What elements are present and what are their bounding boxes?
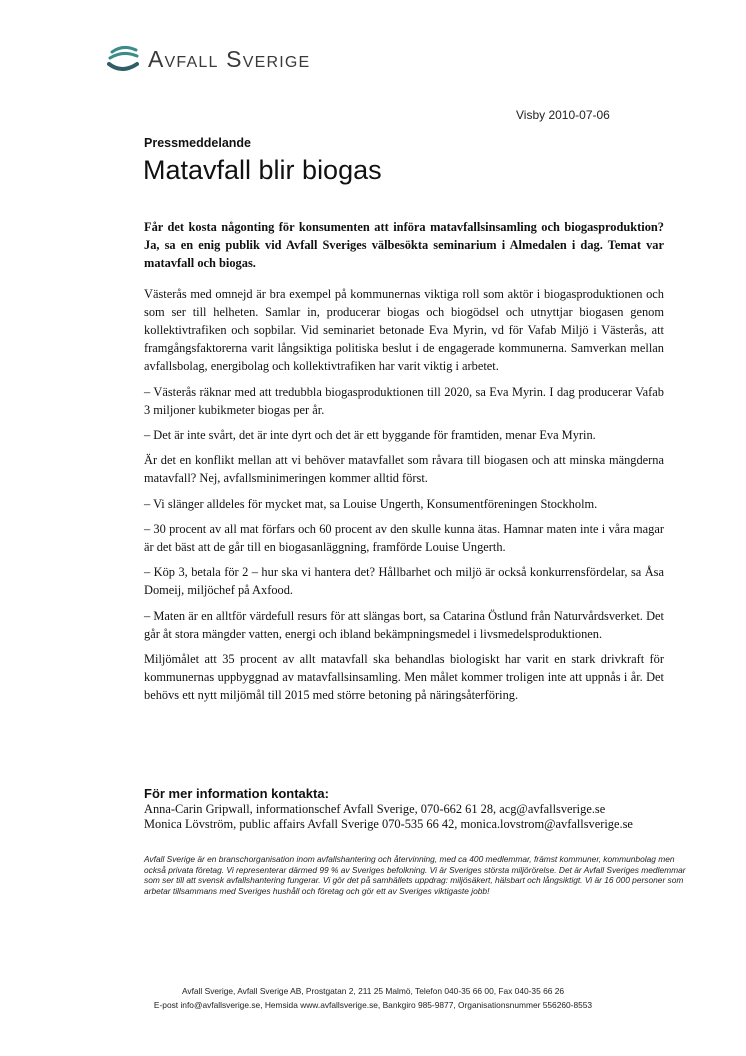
paragraph: Är det en konflikt mellan att vi behöver matavfallet som råvara till biogasen och att minska mängderna matavfall? Nej, avfallsminimeringen kommer alltid först. (144, 453, 664, 486)
page-footer (0, 985, 746, 1012)
lead-paragraph: Får det kosta någonting för konsumenten att införa matavfallsinsamling och biogasproduktion? Ja, sa en enig publik vid Avfall Sveriges välbesökta seminarium i Almedalen i dag. Temat var matavfall och biogas. (144, 220, 664, 271)
logo (106, 40, 310, 78)
article-body (144, 218, 664, 712)
document-type: Pressmeddelande (144, 136, 251, 150)
paragraph: – Det är inte svårt, det är inte dyrt och det är ett byggande för framtiden, menar Eva Myrin. (144, 428, 596, 443)
footer-address: Avfall Sverige, Avfall Sverige AB, Prostgatan 2, 211 25 Malmö, Telefon 040-35 66 00, Fax 040-35 66 26 (181, 986, 565, 996)
paragraph: – Vi slänger alldeles för mycket mat, sa Louise Ungerth, Konsumentföreningen Stockholm. (144, 496, 598, 511)
paragraph: – 30 procent av all mat förfars och 60 procent av den skulle kunna ätas. Hamnar maten inte i våra magar är det bäst att de går till en biogasanläggning, framförde Louise Ungerth. (144, 521, 664, 555)
about-organization: Avfall Sverige är en branschorganisation inom avfallshantering och återvinning, med ca 400 medlemmar, främst kommuner, kommunbolag men också privata företag. Vi representerar därmed 99 % av Sveriges befolkning. Vi är Sveriges största miljörörelse. Det är Avfall Sveriges medlemmar som ser till att svensk avfallshantering fungerar. Vi gör det på samhällets uppdrag: miljösäkert, hälsbart och långsiktigt. Vi är 16 000 personer som arbetar tillsammans med Sveriges hushåll och företag och gör ett av Sveriges viktigaste jobb! (144, 854, 686, 896)
logo-waves-icon (106, 42, 140, 76)
document-date: Visby 2010-07-06 (516, 108, 610, 122)
contact-section (144, 786, 704, 833)
paragraph: Västerås med omnejd är bra exempel på kommunernas viktiga roll som aktör i biogasproduktionen och som ser till helheten. Samlar in, producerar biogas och biogödsel och utnyttjar biogasen genom kollektivtrafiken och sopbilar. Vid seminariet betonade Eva Myrin, vd för Vafab Miljö i Västerås, att framgångsfaktorerna varit långsiktiga politiska beslut i de engagerade kommunerna. Samverkan mellan avfallsbolag, energibolag och kollektivtrafiken har varit viktig i arbetet. (144, 286, 664, 374)
paragraph: – Västerås räknar med att tredubbla biogasproduktionen till 2020, sa Eva Myrin. I dag producerar Vafab 3 miljoner kubikmeter biogas per år. (144, 384, 664, 417)
contact-line: Anna-Carin Gripwall, informationschef Avfall Sverige, 070-662 61 28, acg@avfallsverige.se (144, 801, 606, 816)
footer-contact: E-post info@avfallsverige.se, Hemsida www.avfallsverige.se, Bankgiro 985-9877, Organisationsnummer 556260-8553 (153, 999, 593, 1010)
paragraph: Miljömålet att 35 procent av allt matavfall ska behandlas biologiskt har varit en stark drivkraft för kommunernas uppbyggnad av matavfallsinsamling. Men målet kommer troligen inte att uppnås i år. Det behövs ett nytt miljömål till 2015 med större betoning på näringsåterföring. (144, 652, 664, 703)
paragraph: – Köp 3, betala för 2 – hur ska vi hantera det? Hållbarhet och miljö är också konkurrensfördelar, sa Åsa Domeij, miljöchef på Axfood. (144, 565, 664, 598)
contact-line: Monica Lövström, public affairs Avfall Sverige 070-535 66 42, monica.lovstrom@avfallsverige.se (144, 817, 633, 831)
logo-text: Avfall Sverige (148, 45, 311, 72)
page-title: Matavfall blir biogas (143, 155, 382, 185)
paragraph: – Maten är en alltför värdefull resurs för att slängas bort, sa Catarina Östlund från Naturvårdsverket. Det går åt stora mängder vatten, energi och ibland bekämpningsmedel i livsmedelsproduktionen. (144, 608, 664, 641)
contact-heading: För mer information kontakta: (144, 786, 329, 801)
